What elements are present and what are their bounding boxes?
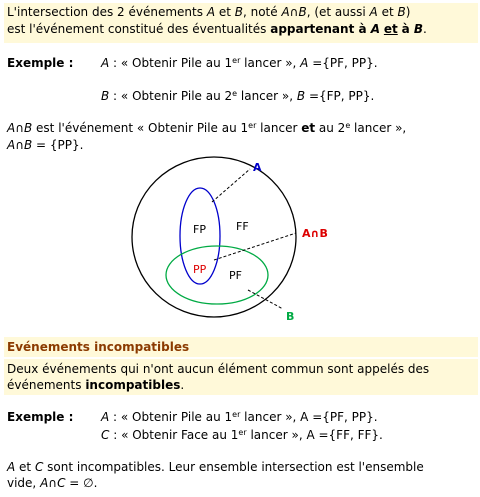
outcome-pf: PF xyxy=(229,269,242,282)
label-a: A xyxy=(253,161,262,174)
example-1-event-a: A : « Obtenir Pile au 1er lancer », A ={PF, PP}. xyxy=(101,56,378,70)
definition-line-1: Deux événements qui n'ont aucun élément commun sont appelés des xyxy=(7,362,430,376)
outcome-pp: PP xyxy=(193,263,207,276)
example-2-label: Exemple : xyxy=(7,410,74,424)
venn-diagram xyxy=(0,155,480,330)
outcome-ff: FF xyxy=(236,220,249,233)
conclusion-line-2: vide, A∩C = ∅. xyxy=(7,476,98,490)
example-2-event-a: A : « Obtenir Pile au 1er lancer », A ={PF, PP}. xyxy=(101,410,378,424)
section-title: Evénements incompatibles xyxy=(7,340,190,354)
example-2-event-c: C : « Obtenir Face au 1er lancer », A ={FF, FF}. xyxy=(101,428,383,442)
example-1-event-b: B : « Obtenir Pile au 2e lancer », B ={FP, PP}. xyxy=(101,89,375,103)
conclusion-line-1: A et C sont incompatibles. Leur ensemble intersection est l'ensemble xyxy=(7,460,424,474)
set-b-ellipse xyxy=(166,246,268,304)
pointer-a xyxy=(212,169,250,202)
example-1-label: Exemple : xyxy=(7,56,74,70)
definition-line-2: événements incompatibles. xyxy=(7,378,185,392)
intro-line-2: est l'événement constitué des éventualités appartenant à A et à B. xyxy=(7,22,427,36)
intro-line-1: L'intersection des 2 événements A et B, noté A∩B, (et aussi A et B) xyxy=(7,5,411,19)
label-a-inter-b: A∩B xyxy=(302,227,328,240)
label-b: B xyxy=(286,310,295,323)
outcome-fp: FP xyxy=(193,223,206,236)
universe-circle xyxy=(132,157,296,317)
intersection-line-1: A∩B est l'événement « Obtenir Pile au 1er lancer et au 2e lancer », xyxy=(7,121,407,135)
intersection-line-2: A∩B = {PP}. xyxy=(7,138,84,152)
